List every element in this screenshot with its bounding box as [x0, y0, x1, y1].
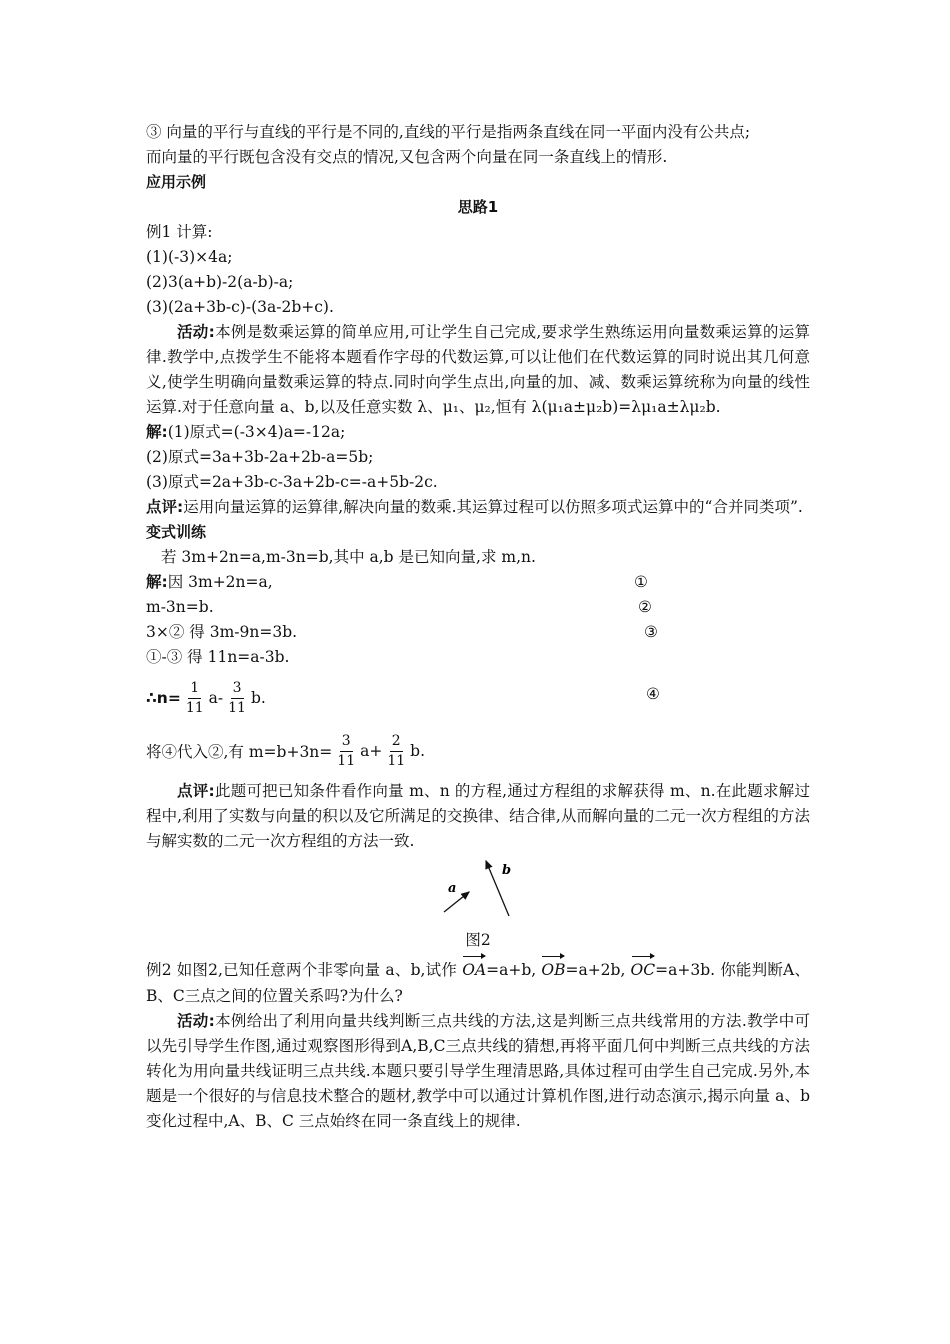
intro-line-1: ③ 向量的平行与直线的平行是不同的,直线的平行是指两条直线在同一平面内没有公共点;: [146, 123, 751, 141]
figure-2: [146, 854, 810, 928]
example1-solution-3: (3)原式=2a+3b-c-3a+2b-c=-a+5b-2c.: [146, 473, 438, 491]
example2-text: 你能判断A、B、C三点之间的位置关系吗?为什么?: [146, 961, 810, 1005]
document-page: [146, 120, 810, 1134]
example2-activity: [146, 1009, 810, 1134]
numerator: 3: [231, 679, 244, 699]
example2-question: [146, 953, 810, 1009]
comment-label: 点评:: [146, 498, 184, 516]
numerator: 2: [390, 732, 403, 752]
example1-item: (3)(2a+3b-c)-(3a-2b+c).: [146, 298, 334, 316]
equation-marker: ②: [638, 598, 652, 616]
activity-label: 活动:: [177, 323, 215, 341]
vector-oc: OC: [631, 953, 656, 983]
vector-ob: OB: [541, 953, 565, 983]
denominator: 11: [387, 752, 406, 769]
denominator: 11: [185, 699, 204, 716]
activity-text: 本例是数乘运算的简单应用,可让学生自己完成,要求学生熟练运用向量数乘运算的运算律.教学中,点拨学生不能将本题看作字母的代数运算,可以让他们在代数运算的同时说出其几何意义,使学生明确向量数乘运算的特点.同时向学生点出,向量的加、减、数乘运算统称为向量的线性运算.对于任意向量 a、b,以及任意实数 λ、μ₁、μ₂,恒有 λ(μ₁a±μ₂b)=λμ₁a±λμ₂b.: [146, 323, 811, 416]
activity-text: 本例给出了利用向量共线判断三点共线的方法,这是判断三点共线常用的方法.教学中可以先引导学生作图,通过观察图形得到A,B,C三点共线的猜想,再将平面几何中判断三点共线的方法转化为用向量共线证明三点共线.本题只要引导学生理清思路,具体过程可由学生自己完成.另外,本题是一个很好的与信息技术整合的题材,教学中可以通过计算机作图,进行动态演示,揭示向量 a、b 变化过程中,A、B、C 三点始终在同一条直线上的规律.: [146, 1012, 811, 1130]
fraction: [226, 679, 248, 718]
m-prefix: 将④代入②,有 m=b+3n=: [146, 743, 333, 761]
variant-line-3: [146, 620, 810, 645]
example1-comment: [146, 495, 810, 520]
vector-a-label: a: [448, 881, 457, 896]
n-solution-line: [146, 673, 810, 723]
variant-line-2: [146, 595, 810, 620]
example1-item: (1)(-3)×4a;: [146, 248, 233, 266]
comment-label: 点评:: [177, 782, 215, 800]
example2-text: 例2 如图2,已知任意两个非零向量 a、b,试作: [146, 961, 463, 979]
m-mid: a+: [360, 742, 383, 760]
n-prefix: ∴n=: [146, 689, 181, 707]
fraction: [184, 679, 206, 718]
equation-marker: ③: [644, 623, 658, 641]
variant-question: 若 3m+2n=a,m-3n=b,其中 a,b 是已知向量,求 m,n.: [161, 548, 536, 566]
n-mid: a-: [208, 689, 224, 707]
vector-expr: =a+3b.: [655, 961, 716, 979]
equation-marker: ①: [634, 573, 648, 591]
variant-line-text: 3×② 得 3m-9n=3b.: [146, 623, 298, 641]
solution-label: 解:: [146, 573, 168, 591]
variant-line-text: ①-③ 得 11n=a-3b.: [146, 648, 290, 666]
numerator: 1: [188, 679, 201, 699]
variant-line-text: 因 3m+2n=a,: [167, 573, 273, 591]
comment-text: 此题可把已知条件看作向量 m、n 的方程,通过方程组的求解获得 m、n.在此题求解过程中,利用了实数与向量的积以及它所满足的交换律、结合律,从而解向量的二元一次方程组的方法与解实数的二元一次方程组的方法一致.: [146, 782, 811, 850]
denominator: 11: [337, 752, 356, 769]
equation-marker: ④: [646, 685, 660, 703]
comment-text: 运用向量运算的运算律,解决向量的数乘.其运算过程可以仿照多项式运算中的“合并同类项”.: [183, 498, 803, 516]
variant-line-4: [146, 645, 810, 670]
solution-label: 解:: [146, 423, 168, 441]
solution-line: (1)原式=(-3×4)a=-12a;: [167, 423, 346, 441]
vector-diagram: [434, 854, 524, 928]
example1-item: (2)3(a+b)-2(a-b)-a;: [146, 273, 294, 291]
example1-solution-2: (2)原式=3a+3b-2a+2b-a=5b;: [146, 448, 374, 466]
section-title: 应用示例: [146, 173, 207, 191]
n-suffix: b.: [250, 689, 266, 707]
variant-line-text: m-3n=b.: [146, 598, 214, 616]
vector-b-label: b: [502, 863, 512, 878]
denominator: 11: [228, 699, 246, 716]
activity-label: 活动:: [177, 1012, 215, 1030]
example1-title: 例1 计算:: [146, 223, 213, 241]
variant-title: 变式训练: [146, 523, 207, 541]
vector-expr: =a+2b,: [565, 961, 626, 979]
example1-solution-1: [146, 420, 810, 445]
m-suffix: b.: [410, 742, 426, 760]
fraction: [385, 732, 407, 771]
subsection-title: 思路1: [457, 198, 499, 216]
vector-expr: =a+b,: [486, 961, 537, 979]
m-solution-line: [146, 726, 810, 776]
example1-activity: [146, 320, 810, 420]
fraction: [335, 732, 357, 771]
intro-line-2: 而向量的平行既包含没有交点的情况,又包含两个向量在同一条直线上的情形.: [146, 148, 668, 166]
vector-oa: OA: [462, 953, 486, 983]
variant-comment: [146, 779, 810, 854]
figure-caption: 图2: [465, 931, 491, 949]
variant-line-1: [146, 570, 810, 595]
numerator: 3: [340, 732, 353, 752]
